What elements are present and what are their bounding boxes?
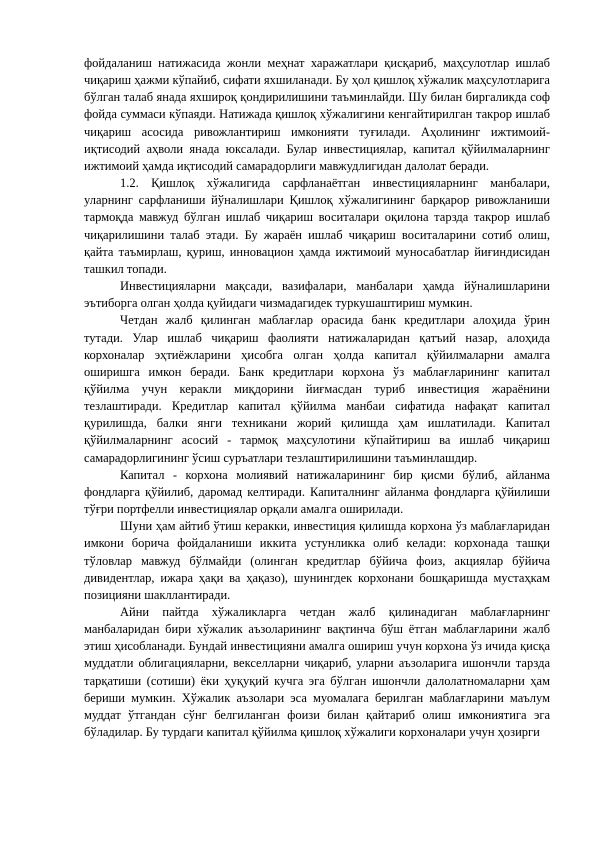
paragraph-5: Капитал - корхона молиявий натижаларининг бир қисми бўлиб, айланма фондларга қўйилиб, даромад келтиради. Капиталнинг айланма фондларга қўйилиши тўғри портфелли инвестициялар орқали амалга оширилади.: [84, 467, 550, 517]
document-page: [84, 55, 550, 741]
paragraph-section-heading: 1.2. Қишлоқ хўжалигида сарфланаётган инвестицияларнинг манбалари, уларнинг сарфланиши йўналишлари Қишлоқ хўжалигининг барқарор ривожланиши тармоқда мавжуд бўлган ишлаб чиқариш воситалари оқилона тарзда такрор ишлаб чиқарилишини талаб этади. Бу жараён ишлаб чиқариш воситаларини сотиб олиш, қайта таъмирлаш, қуриш, инновацион ҳамда ижтимоий муносабатлар йиғиндисидан ташкил топади.: [84, 176, 550, 276]
paragraph-6: Шуни ҳам айтиб ўтиш керакки, инвестиция қилишда корхона ўз маблағларидан имкони борича фойдаланиши иккита устунликка олиб келади: корхонада ташқи тўловлар мавжуд бўлмайди (олинган кредитлар бўйича фоиз, акциялар бўйича дивидентлар, ижара ҳақи ва ҳақазо), шунингдек корхонани бошқаришда мустаҳкам позицияни шакллантиради.: [84, 519, 550, 602]
paragraph-7: Айни пайтда хўжаликларга четдан жалб қилинадиган маблағларнинг манбаларидан бири хўжалик аъзоларининг вақтинча бўш ётган маблағларини жалб этиш ҳисобланади. Бундай инвестицияни амалга ошириш учун корхона ўз ичида қисқа муддатли облигацияларни, векселларни чиқариб, уларни аъзоларига ишончли тарзда тарқатиши (сотиши) ёки ҳуқуқий кучга эга бўлган ишончли далолатномаларни ҳам бериши мумкин. Хўжалик аъзолари эса муомалага берилган маблағларини маълум муддат ўтгандан сўнг белгиланган фоизи билан қайтариб олиш имкониятига эга бўладилар. Бу турдаги капитал қўйилма қишлоқ хўжалиги корхоналари учун ҳозирги: [84, 605, 550, 740]
paragraph-1: фойдаланиш натижасида жонли меҳнат харажатлари қисқариб, маҳсулотлар ишлаб чиқариш ҳажми кўпайиб, сифати яхшиланади. Бу ҳол қишлоқ хўжалик маҳсулотларига бўлган талаб янада яхшироқ қондирилишини таъминлайди. Шу билан биргаликда соф фойда суммаси кўпаяди. Натижада қишлоқ хўжалигини кенгайтирилган такрор ишлаб чиқариш асосида ривожлантириш имконияти туғилади. Аҳолининг ижтимоий-иқтисодий аҳволи янада юксалади. Булар инвестициялар, капитал қўйилмаларнинг ижтимоий ҳамда иқтисодий самарадорлиги мавжудлигидан далолат беради.: [84, 56, 550, 173]
paragraph-4: Четдан жалб қилинган маблағлар орасида банк кредитлари алоҳида ўрин тутади. Улар ишлаб чиқариш фаолияти натижаларидан қатъий назар, алоҳида корхоналар эҳтиёжларини ҳисобга олган ҳолда капитал қўйилмаларни амалга оширишга имкон беради. Банк кредитлари корхона ўз маблағларининг капитал қўйилма учун керакли миқдорини йиғмасдан туриб инвестиция жараёнини тезлаштиради. Кредитлар капитал қўйилма манбаи сифатида нафақат капитал қурилишда, балки янги техникани жорий қилишда ҳам ишлатилади. Капитал қўйилмаларнинг асосий - тармоқ маҳсулотини кўпайтириш ва ишлаб чиқариш самарадорлигининг ўсиш суръатлари тезлаштирилишини таъминлашдир.: [84, 313, 550, 465]
paragraph-3: Инвестицияларни мақсади, вазифалари, манбалари ҳамда йўналишларини эътиборга олган ҳолда қуйидаги чизмадагидек туркушаштириш мумкин.: [84, 279, 550, 311]
